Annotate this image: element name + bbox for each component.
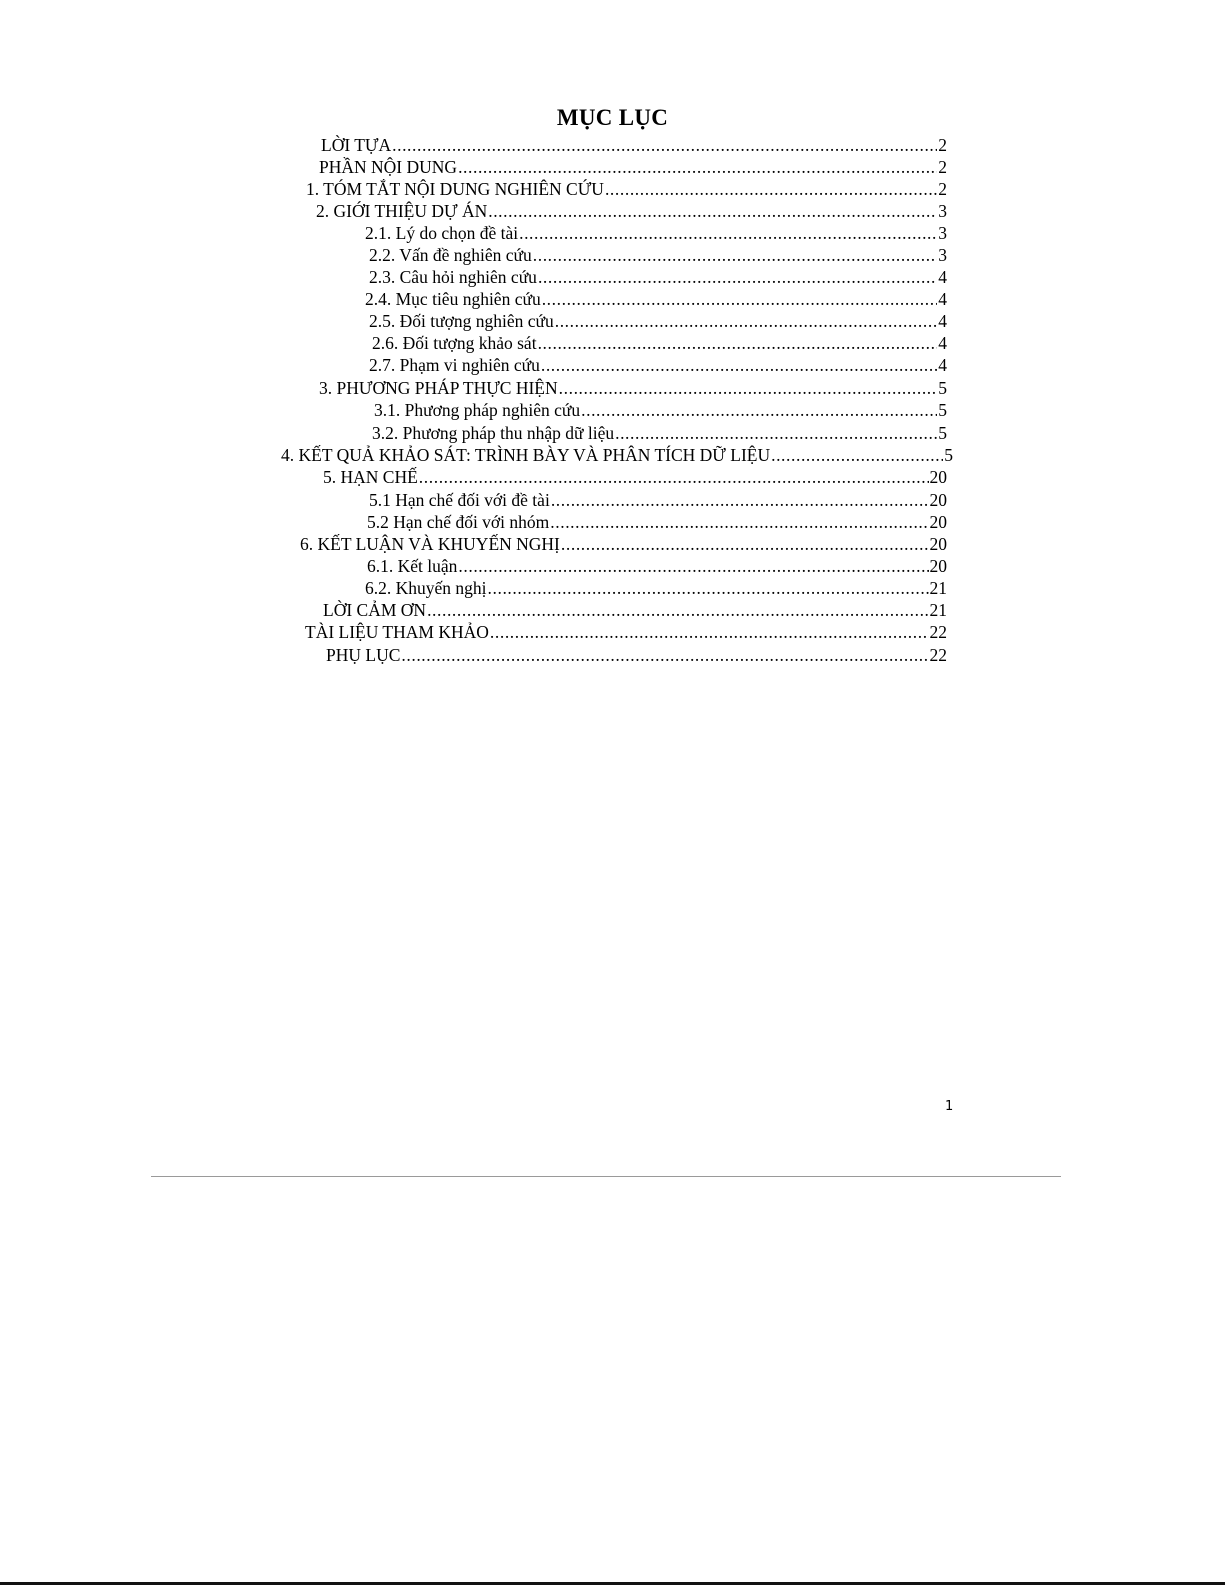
toc-entry[interactable] [323,466,947,488]
toc-entry[interactable] [369,310,947,332]
toc-entry[interactable] [369,266,947,288]
toc-entry[interactable] [305,621,947,643]
toc-leader-dots [551,489,929,511]
toc-entry-text: LỜI CẢM ƠN [323,600,427,620]
toc-entry-text: TÀI LIỆU THAM KHẢO [305,622,489,642]
toc-entry[interactable] [300,533,947,555]
toc-entry-text: 3. PHƯƠNG PHÁP THỰC HIỆN [319,378,558,398]
toc-leader-dots [561,533,929,555]
toc-entry[interactable] [367,511,947,533]
toc-entry-text: 2.1. Lý do chọn đề tài [365,223,519,243]
toc-leader-dots [519,222,937,244]
toc-entry-page: 20 [929,534,947,554]
toc-entry-text: 2.3. Câu hỏi nghiên cứu [369,267,537,287]
toc-leader-dots [559,377,938,399]
toc-leader-dots [542,288,938,310]
toc-entry-page: 20 [929,467,947,487]
toc-entry-text: 2.2. Vấn đề nghiên cứu [369,245,532,265]
toc-entry[interactable] [369,354,947,376]
toc-leader-dots [771,444,943,466]
toc-entry[interactable] [365,577,947,599]
toc-entry-page: 3 [938,245,947,265]
toc-entry-page: 21 [929,600,947,620]
toc-leader-dots [427,599,928,621]
toc-leader-dots [550,511,928,533]
toc-entry[interactable] [365,222,947,244]
toc-entry-page: 3 [938,201,947,221]
page-break-divider [151,1176,1061,1177]
toc-leader-dots [538,332,938,354]
toc-leader-dots [488,577,929,599]
toc-entry-page: 2 [938,135,947,155]
toc-entry-text: 2.5. Đối tượng nghiên cứu [369,311,554,331]
toc-leader-dots [555,310,938,332]
toc-leader-dots [490,621,929,643]
toc-entry-text: 6. KẾT LUẬN VÀ KHUYẾN NGHỊ [300,534,560,554]
toc-entry-text: PHẦN NỘI DUNG [319,157,458,177]
toc-entry-page: 21 [929,578,947,598]
toc-entry[interactable] [306,178,947,200]
toc-entry-page: 22 [929,645,947,665]
toc-entry-text: 6.2. Khuyến nghị [365,578,487,598]
toc-entry-text: 3.1. Phương pháp nghiên cứu [374,400,581,420]
toc-entry-text: 5.1 Hạn chế đối với đề tài [369,490,550,510]
toc-leader-dots [615,422,937,444]
toc-entry[interactable] [372,422,947,444]
toc-entry-text: 4. KẾT QUẢ KHẢO SÁT: TRÌNH BÀY VÀ PHÂN TÍCH DỮ LIỆU [281,445,771,465]
toc-entry-page: 3 [938,223,947,243]
toc-entry-page: 5 [938,378,947,398]
toc-entry-text: 2.6. Đối tượng khảo sát [372,333,537,353]
toc-entry-page: 5 [938,423,947,443]
toc-entry-text: 6.1. Kết luận [367,556,458,576]
toc-title: MỤC LỤC [556,105,669,130]
toc-leader-dots [581,399,937,421]
toc-entry[interactable] [372,332,947,354]
toc-entry-page: 4 [938,333,947,353]
toc-leader-dots [538,266,937,288]
page-number: 1 [945,1099,954,1114]
toc-leader-dots [392,134,937,156]
toc-entry-text: LỜI TỰA [321,135,392,155]
toc-entry[interactable] [316,200,947,222]
toc-entry-text: 2.7. Phạm vi nghiên cứu [369,355,540,375]
toc-entry-page: 20 [929,490,947,510]
toc-entry-page: 4 [938,311,947,331]
toc-entry[interactable] [369,489,947,511]
toc-entry[interactable] [319,156,947,178]
toc-entry-text: PHỤ LỤC [326,645,401,665]
toc-entry-text: 1. TÓM TẮT NỘI DUNG NGHIÊN CỨU [306,179,604,199]
toc-leader-dots [541,354,937,376]
toc-entry[interactable] [281,444,953,466]
toc-entry-page: 4 [938,267,947,287]
toc-entry-page: 2 [938,179,947,199]
toc-entry-page: 5 [938,400,947,420]
toc-leader-dots [605,178,937,200]
toc-entry[interactable] [374,399,947,421]
toc-leader-dots [458,555,928,577]
toc-leader-dots [419,466,929,488]
toc-entry[interactable] [321,134,947,156]
toc-entry-page: 22 [929,622,947,642]
toc-entry[interactable] [323,599,947,621]
toc-entry-page: 5 [944,445,953,465]
toc-entry[interactable] [369,244,947,266]
toc-entry-text: 2.4. Mục tiêu nghiên cứu [365,289,541,309]
toc-entry-page: 20 [929,512,947,532]
toc-entry-text: 5. HẠN CHẾ [323,467,418,487]
toc-leader-dots [458,156,937,178]
toc-entry-page: 4 [938,355,947,375]
toc-entry-text: 3.2. Phương pháp thu nhập dữ liệu [372,423,615,443]
toc-entry-page: 20 [929,556,947,576]
toc-entry[interactable] [367,555,947,577]
toc-leader-dots [533,244,938,266]
toc-leader-dots [488,200,937,222]
toc-entry-text: 5.2 Hạn chế đối với nhóm [367,512,550,532]
toc-leader-dots [401,644,928,666]
toc-entry-page: 4 [938,289,947,309]
toc-entry-text: 2. GIỚI THIỆU DỰ ÁN [316,201,488,221]
toc-entry[interactable] [326,644,947,666]
toc-entry[interactable] [365,288,947,310]
toc-entry-page: 2 [938,157,947,177]
toc-entry[interactable] [319,377,947,399]
